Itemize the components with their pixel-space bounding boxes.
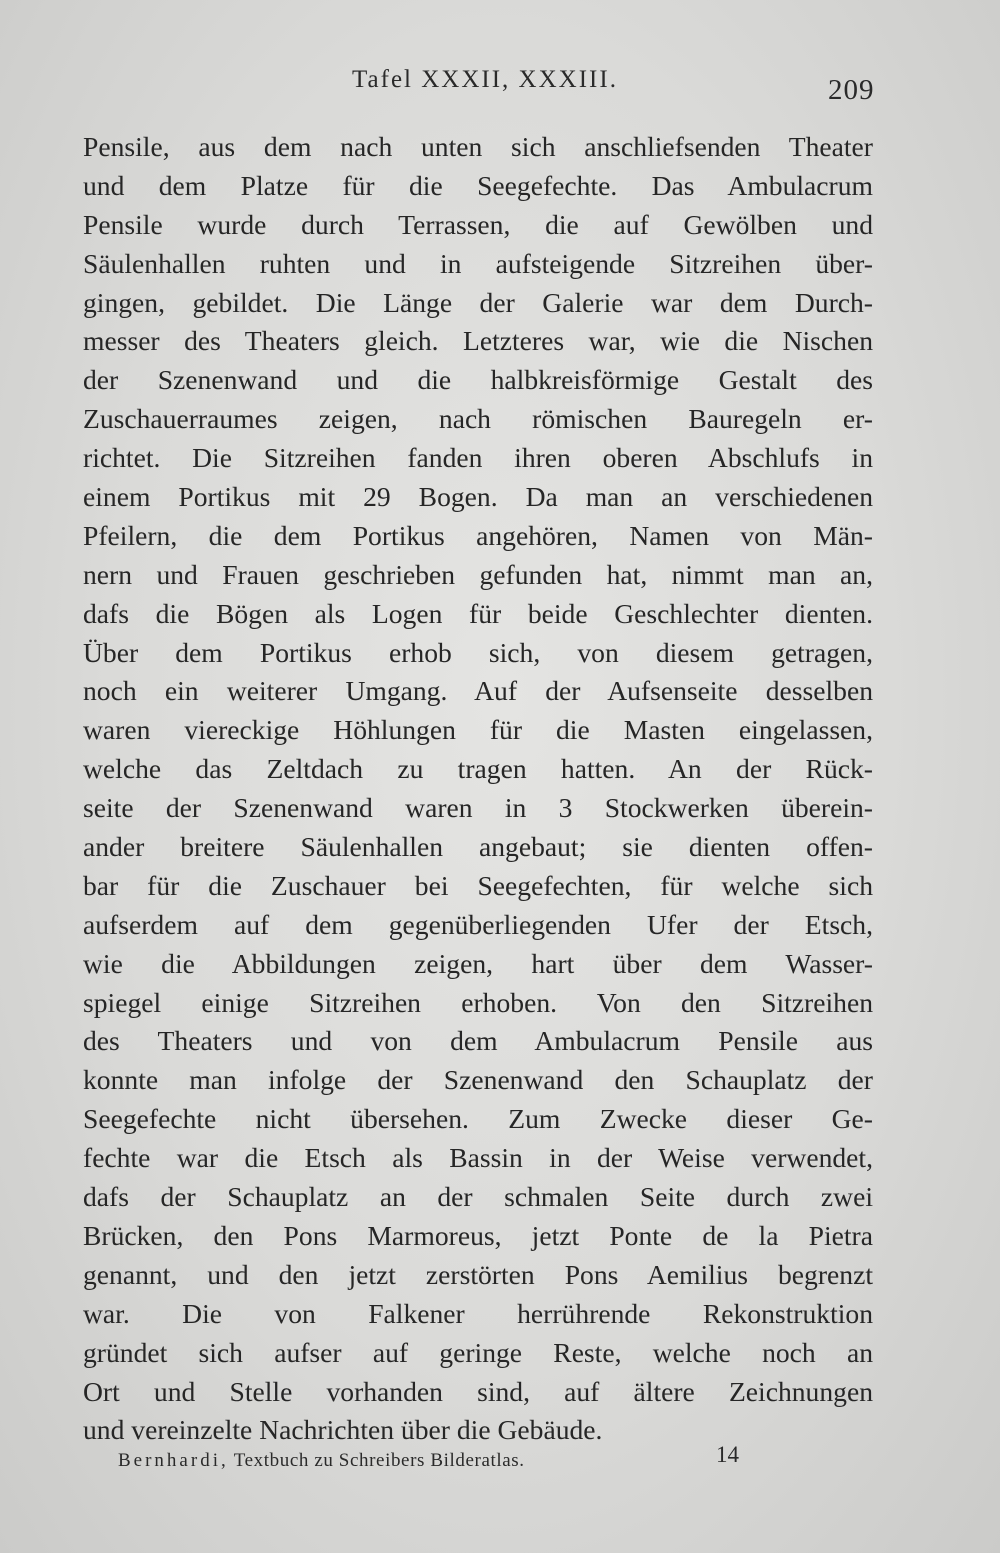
text-line: war. Die von Falkener herrührende Rekonstruktion — [83, 1297, 873, 1329]
text-line: der Szenenwand und die halbkreisförmige Gestalt des — [83, 364, 873, 396]
page-number: 209 — [828, 74, 875, 106]
text-line: spiegel einige Sitzreihen erhoben. Von den Sitzreihen — [83, 986, 873, 1018]
footer-signature — [118, 1450, 525, 1472]
text-line: gründet sich aufser auf geringe Reste, welche noch an — [83, 1336, 873, 1368]
running-header-title: Tafel XXXII, XXXIII. — [352, 66, 618, 93]
footer-author: Bernhardi, — [118, 1450, 229, 1471]
text-line: wie die Abbildungen zeigen, hart über dem Wasser- — [83, 947, 873, 979]
sheet-number: 14 — [716, 1442, 739, 1467]
text-line: nern und Frauen geschrieben gefunden hat, nimmt man an, — [83, 558, 873, 590]
text-line: waren viereckige Höhlungen für die Masten eingelassen, — [83, 714, 873, 746]
text-line: Zuschauerraumes zeigen, nach römischen Bauregeln er- — [83, 403, 873, 435]
text-line: dafs der Schauplatz an der schmalen Seite durch zwei — [83, 1181, 873, 1213]
text-line: dafs die Bögen als Logen für beide Geschlechter dienten. — [83, 597, 873, 629]
text-line: Pensile, aus dem nach unten sich anschliefsenden Theater — [83, 131, 873, 162]
text-line: noch ein weiterer Umgang. Auf der Aufsenseite desselben — [83, 675, 873, 707]
text-line: einem Portikus mit 29 Bogen. Da man an verschiedenen — [83, 481, 873, 513]
text-line: konnte man infolge der Szenenwand den Schauplatz der — [83, 1064, 873, 1096]
text-line: richtet. Die Sitzreihen fanden ihren oberen Abschlufs in — [83, 442, 873, 474]
text-line: des Theaters und von dem Ambulacrum Pensile aus — [83, 1025, 873, 1057]
text-line: ander breitere Säulenhallen angebaut; sie dienten offen- — [83, 831, 873, 863]
text-line: genannt, und den jetzt zerstörten Pons Aemilius begrenzt — [83, 1258, 873, 1290]
text-line: und vereinzelte Nachrichten über die Gebäude. — [83, 1414, 603, 1446]
body-paragraph — [83, 128, 873, 1450]
text-line: Seegefechte nicht übersehen. Zum Zwecke dieser Ge- — [83, 1103, 873, 1135]
text-line: welche das Zeltdach zu tragen hatten. An der Rück- — [83, 753, 873, 785]
text-line: Pensile wurde durch Terrassen, die auf Gewölben und — [83, 208, 873, 240]
text-line: messer des Theaters gleich. Letzteres war, wie die Nischen — [83, 325, 873, 357]
text-line: Pfeilern, die dem Portikus angehören, Namen von Män- — [83, 519, 873, 551]
text-line: aufserdem auf dem gegenüberliegenden Ufer der Etsch, — [83, 908, 873, 940]
text-line: Brücken, den Pons Marmoreus, jetzt Ponte de la Pietra — [83, 1219, 873, 1251]
footer-book-title: Textbuch zu Schreibers Bilderatlas. — [233, 1450, 525, 1471]
text-line: und dem Platze für die Seegefechte. Das Ambulacrum — [83, 169, 873, 201]
text-line: gingen, gebildet. Die Länge der Galerie war dem Durch- — [83, 286, 873, 318]
text-line: seite der Szenenwand waren in 3 Stockwerken überein- — [83, 792, 873, 824]
text-line: fechte war die Etsch als Bassin in der Weise verwendet, — [83, 1142, 873, 1174]
text-line: Ort und Stelle vorhanden sind, auf ältere Zeichnungen — [83, 1375, 873, 1407]
text-line: Säulenhallen ruhten und in aufsteigende Sitzreihen über- — [83, 247, 873, 279]
text-line: Über dem Portikus erhob sich, von diesem getragen, — [83, 636, 873, 668]
text-line: bar für die Zuschauer bei Seegefechten, für welche sich — [83, 869, 873, 901]
